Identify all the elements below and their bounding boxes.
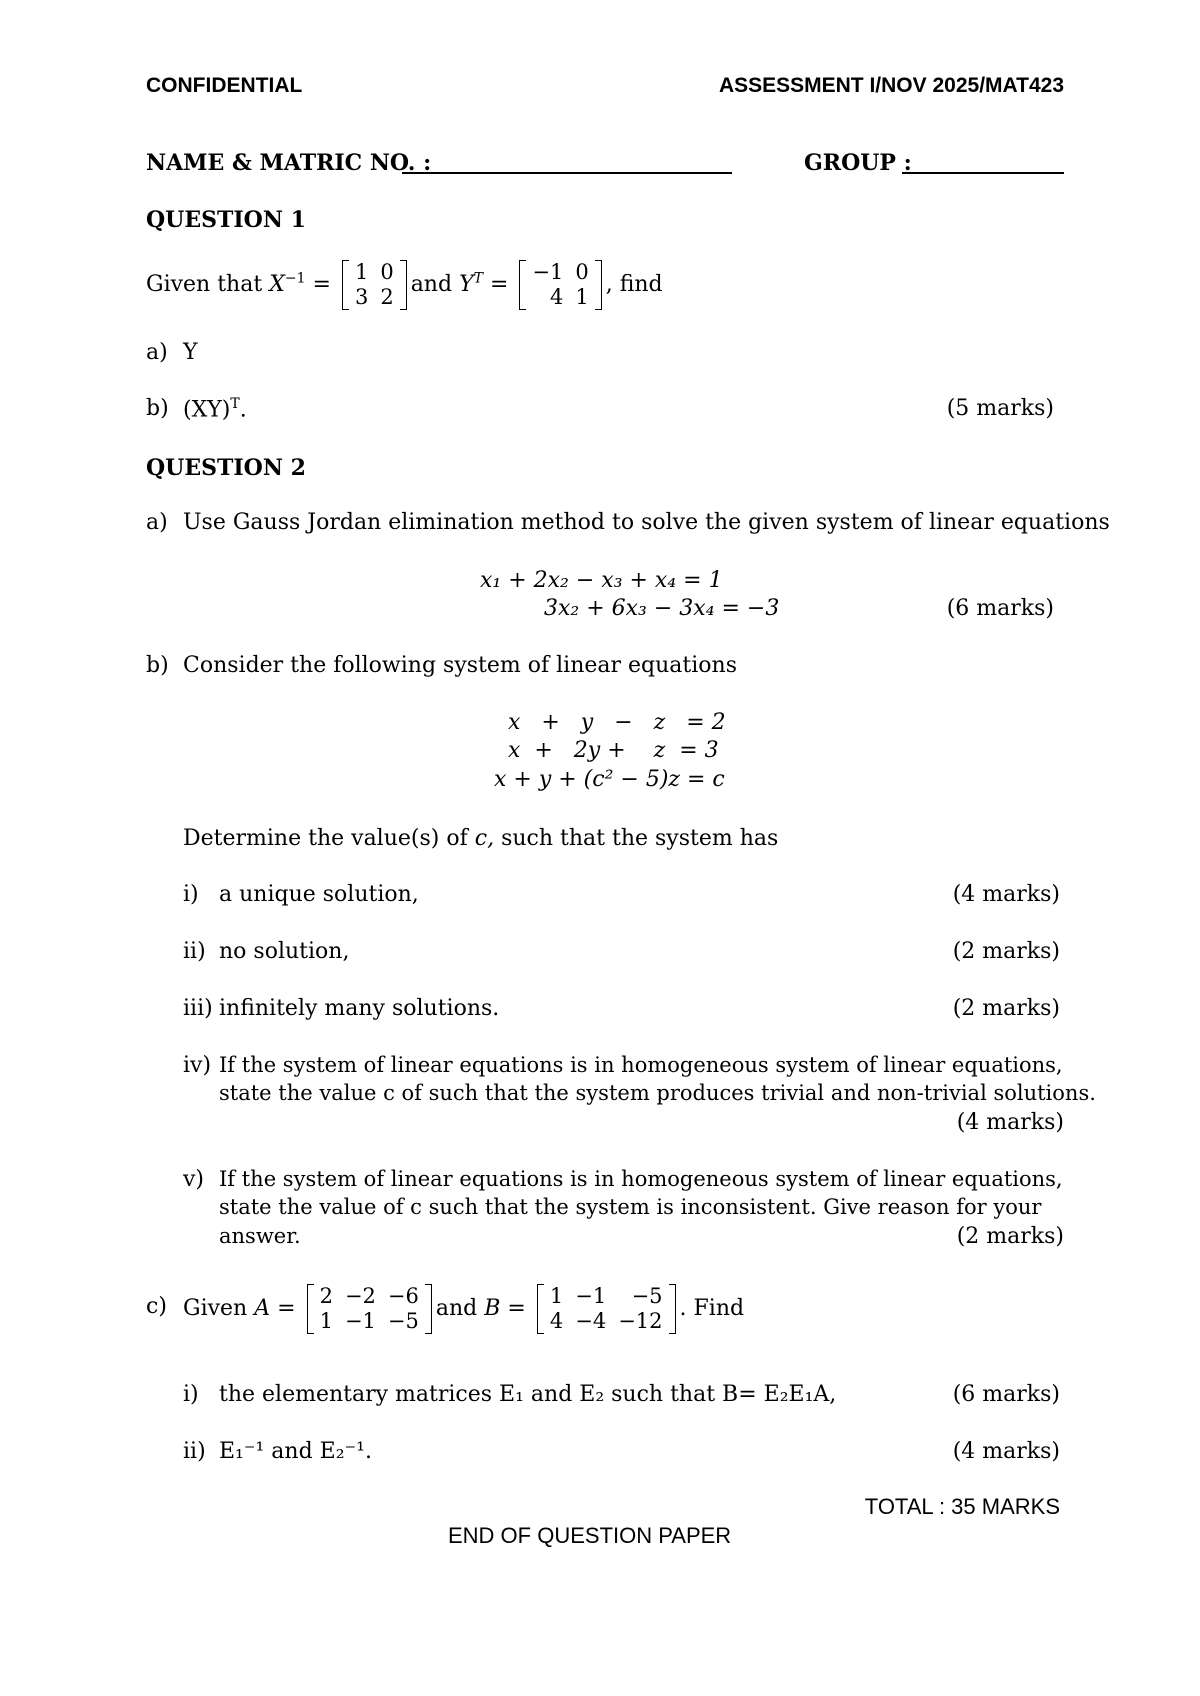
- q2-part-a-label: a): [146, 510, 168, 535]
- matrix-cell: 1: [549, 1284, 564, 1308]
- x-inverse-superscript: −1: [284, 270, 306, 287]
- find-word: . Find: [679, 1296, 745, 1321]
- q2a-equation-2: 3x₂ + 6x₃ − 3x₄ = −3: [544, 596, 780, 621]
- q2c-ii-marks: (4 marks): [952, 1439, 1060, 1464]
- matrix-cell: 4: [549, 1309, 564, 1333]
- y-transpose-symbol: Y: [459, 272, 474, 297]
- q2-part-b-text: Consider the following system of linear equations: [183, 653, 737, 678]
- matrix-cell: 4: [549, 285, 564, 309]
- q2b-iv-line-1: If the system of linear equations is in homogeneous system of linear equations,: [219, 1053, 1063, 1077]
- name-matric-field[interactable]: [402, 172, 732, 174]
- group-label: GROUP :: [804, 150, 912, 176]
- equals-sign: =: [507, 1296, 526, 1321]
- q2b-equation-3: x + y + (c² − 5)z = c: [494, 767, 725, 792]
- equals-sign: =: [489, 272, 509, 297]
- period: .: [239, 397, 247, 423]
- q2a-equation-1: x₁ + 2x₂ − x₃ + x₄ = 1: [480, 568, 723, 593]
- q2b-i-label: i): [183, 882, 199, 907]
- q2c-i-label: i): [183, 1382, 199, 1407]
- end-of-paper: END OF QUESTION PAPER: [448, 1523, 732, 1548]
- q2b-iv-label: iv): [183, 1053, 212, 1078]
- matrix-cell: −1: [575, 1284, 607, 1308]
- matrix-b: [537, 1284, 676, 1334]
- x-inverse-symbol: X: [269, 272, 285, 297]
- q1-part-b-text: [183, 396, 247, 422]
- matrix-a: [307, 1284, 432, 1334]
- matrix-cell: 0: [380, 260, 394, 284]
- q2b-v-line-3: answer.: [219, 1224, 301, 1248]
- matrix-cell: 1: [575, 285, 589, 309]
- matrix-cell: −12: [618, 1309, 663, 1333]
- equals-sign: =: [277, 1296, 296, 1321]
- transpose-superscript: T: [230, 396, 240, 412]
- matrix-cell: −1: [532, 260, 564, 284]
- confidential-label: CONFIDENTIAL: [146, 74, 303, 97]
- q2-part-a-text: Use Gauss Jordan elimination method to solve the given system of linear equations: [183, 510, 1110, 535]
- q2b-iv-marks: (4 marks): [956, 1110, 1064, 1135]
- determine-text-end: such that the system has: [501, 826, 779, 851]
- q1-marks: (5 marks): [946, 396, 1054, 421]
- q2b-i-marks: (4 marks): [952, 882, 1060, 907]
- q1-given-prefix: Given that: [146, 272, 263, 297]
- x-inverse-matrix: [342, 260, 407, 310]
- and-word: and: [435, 1296, 478, 1321]
- q2b-ii-label: ii): [183, 939, 206, 964]
- assessment-code: ASSESSMENT I/NOV 2025/MAT423: [718, 74, 1064, 97]
- q2-part-c-label: c): [146, 1294, 167, 1319]
- matrix-cell: 2: [380, 285, 394, 309]
- q1-part-a-text: Y: [183, 340, 198, 365]
- q2b-equation-2: x + 2y + z = 3: [508, 738, 719, 763]
- q2b-iv-line-2: state the value c of such that the system produces trivial and non-trivial solutions.: [219, 1081, 1096, 1105]
- q2b-ii-marks: (2 marks): [952, 939, 1060, 964]
- matrix-cell: 1: [354, 260, 369, 284]
- matrix-cell: −2: [344, 1284, 376, 1308]
- y-transpose-matrix: [519, 260, 601, 310]
- q2c-i-text: the elementary matrices E₁ and E₂ such that B= E₂E₁A,: [219, 1382, 837, 1407]
- matrix-b-symbol: B: [484, 1296, 501, 1321]
- q1-part-b-label: b): [146, 396, 169, 421]
- q2b-ii-text: no solution,: [219, 939, 350, 964]
- group-field[interactable]: [902, 172, 1064, 174]
- matrix-cell: −5: [631, 1284, 663, 1308]
- q2b-equation-1: x + y − z = 2: [508, 710, 726, 735]
- variable-c: c,: [474, 826, 495, 851]
- q2b-iii-label: iii): [183, 996, 213, 1021]
- total-marks: TOTAL : 35 MARKS: [864, 1494, 1060, 1519]
- q2b-iii-marks: (2 marks): [952, 996, 1060, 1021]
- matrix-cell: −5: [387, 1309, 419, 1333]
- q1-given-line: [146, 260, 663, 310]
- q2b-v-label: v): [183, 1167, 205, 1192]
- q2c-ii-text: E₁⁻¹ and E₂⁻¹.: [219, 1439, 372, 1464]
- determine-text: Determine the value(s) of: [183, 826, 468, 851]
- matrix-cell: −1: [344, 1309, 376, 1333]
- q2b-iii-text: infinitely many solutions.: [219, 996, 500, 1021]
- q2-part-b-label: b): [146, 653, 169, 678]
- matrix-cell: 3: [354, 285, 369, 309]
- question-2-title: QUESTION 2: [146, 455, 306, 481]
- name-matric-label: NAME & MATRIC NO. :: [146, 150, 432, 176]
- matrix-cell: −6: [387, 1284, 419, 1308]
- q2b-determine-line: [183, 826, 778, 851]
- q2c-ii-label: ii): [183, 1439, 206, 1464]
- q2b-v-marks: (2 marks): [956, 1224, 1064, 1249]
- q2b-v-line-2: state the value of c such that the system is inconsistent. Give reason for your: [219, 1195, 1042, 1219]
- y-transpose-superscript: T: [473, 270, 483, 287]
- matrix-cell: 0: [575, 260, 589, 284]
- q2c-given-line: [183, 1284, 744, 1334]
- matrix-cell: −4: [575, 1309, 607, 1333]
- q2b-i-text: a unique solution,: [219, 882, 419, 907]
- find-word: , find: [605, 272, 663, 297]
- given-word: Given: [183, 1296, 248, 1321]
- and-word: and: [410, 272, 453, 297]
- xy-expression: (XY): [183, 397, 231, 423]
- matrix-cell: 2: [319, 1284, 333, 1308]
- matrix-cell: 1: [319, 1309, 333, 1333]
- q2b-v-line-1: If the system of linear equations is in homogeneous system of linear equations,: [219, 1167, 1063, 1191]
- question-1-title: QUESTION 1: [146, 207, 306, 233]
- q2a-marks: (6 marks): [946, 596, 1054, 621]
- q1-part-a-label: a): [146, 340, 168, 365]
- matrix-a-symbol: A: [254, 1296, 271, 1321]
- q2c-i-marks: (6 marks): [952, 1382, 1060, 1407]
- equals-sign: =: [312, 272, 331, 297]
